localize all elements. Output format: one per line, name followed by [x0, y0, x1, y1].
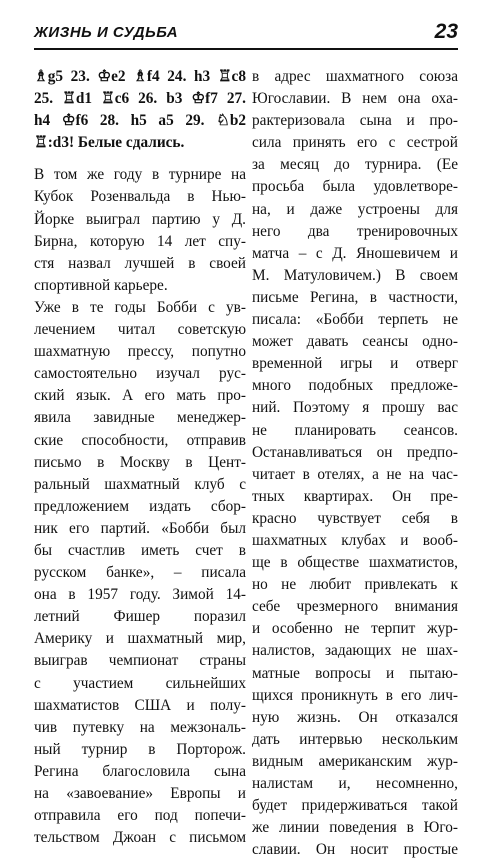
text-line: шахматистов США и полу- [34, 696, 246, 714]
text-line: писала: «Бобби терпеть не [252, 311, 458, 329]
text-line: Останавливаться он предпо- [252, 443, 458, 461]
text-line: с участием сильнейших [34, 674, 246, 692]
text-line: тельством Джоан с письмом [34, 829, 246, 847]
text-line: лечением читал советскую [34, 321, 246, 339]
text-line: ские способности, отправив [34, 431, 246, 449]
text-line: чив путевку на межзональ- [34, 718, 246, 736]
text-line: стя назвал лучшей в своей [34, 254, 246, 272]
page-header [34, 20, 458, 50]
paragraph-1 [34, 164, 246, 297]
text-line: но не любит привлекать к [252, 576, 458, 594]
text-line: видным американским жур- [252, 752, 458, 770]
text-line: Америку и шахматный мир, [34, 630, 246, 648]
moves-line: h4 ♔f6 28. h5 a5 29. ♘b2 [34, 112, 246, 130]
text-line: налистов, задающих не шах- [252, 642, 458, 660]
text-line: дать интервью нескольким [252, 730, 458, 748]
text-line: на, и даже устроены для [252, 200, 458, 218]
text-line: ный турнир в Порторож. [34, 740, 246, 758]
text-line: временной игры и отверг [252, 355, 458, 373]
text-line: просьба была удовлетворе- [252, 178, 458, 196]
text-line: славии. Он носит простые [252, 841, 458, 859]
moves-line: ♗g5 23. ♔e2 ♗f4 24. h3 ♖c8 [34, 68, 246, 85]
text-line: щихся проникнуть в его лич- [252, 686, 458, 704]
text-line: рактеризовала сына и про- [252, 112, 458, 130]
text-line: шахматную прессу, попутно [34, 343, 246, 361]
chess-moves [34, 66, 246, 154]
page-number: 23 [434, 20, 458, 43]
text-line: ную жизнь. Он отказался [252, 708, 458, 726]
text-line: красно чувствует себя в [252, 509, 458, 527]
text-line: за месяц до турнира. (Ее [252, 156, 458, 174]
text-line: и особенно не терпит жур- [252, 620, 458, 638]
text-line: в адрес шахматного союза [252, 68, 458, 85]
left-column [34, 66, 246, 849]
text-line: спортивной карьере. [34, 276, 168, 294]
text-line: ний. Поэтому я прошу вас [252, 399, 458, 417]
text-line: Регина благословила сына [34, 762, 246, 780]
text-line: явила завидные менеджер- [34, 409, 246, 427]
text-line: читает в отелях, а не на час- [252, 465, 458, 483]
text-line: ник его партий. «Бобби был [34, 519, 246, 537]
running-head: ЖИЗНЬ И СУДЬБА [34, 24, 179, 41]
text-line: Йорке выиграл партию у Д. [34, 210, 246, 228]
text-line: ще в обществе шахматистов, [252, 554, 458, 572]
text-line: самостоятельно изучал рус- [34, 365, 246, 383]
moves-line: 25. ♖d1 ♖c6 26. b3 ♔f7 27. [34, 90, 246, 108]
text-line: Югославии. В нем она оха- [252, 90, 458, 108]
text-line: может давать сеансы одно- [252, 333, 458, 351]
text-line: матча – с Д. Яношевичем и [252, 244, 458, 262]
text-line: она в 1957 году. Зимой 14- [34, 586, 246, 604]
text-line: предложением издать сбор- [34, 497, 246, 515]
text-line: М. Матуловичем.) В своем [252, 266, 458, 284]
paragraph-2 [34, 297, 246, 849]
text-line: выиграв чемпионат страны [34, 652, 246, 670]
text-line: Уже в те годы Бобби с ув- [34, 298, 246, 316]
text-line: сила принять его с сестрой [252, 134, 458, 152]
moves-line: ♖:d3! Белые сдались. [34, 134, 185, 152]
text-line: ральный шахматный клуб с [34, 475, 246, 493]
text-line: не планировать сеансов. [252, 421, 458, 439]
text-line: много подобных предложе- [252, 377, 458, 395]
text-line: В том же году в турнире на [34, 166, 246, 184]
text-line: Кубок Розенвальда в Нью- [34, 188, 246, 206]
text-line: отправила его под попечи- [34, 807, 246, 825]
text-line: на «завоевание» Европы и [34, 785, 246, 802]
text-line: же линии поведения в Юго- [252, 819, 458, 837]
text-line: письмо в Москву в Цент- [34, 453, 246, 471]
text-line: налистам и, несомненно, [252, 775, 458, 792]
paragraph-gap [34, 154, 246, 164]
text-line: матные вопросы и пытаю- [252, 664, 458, 682]
text-line: себе чрезмерного внимания [252, 598, 458, 616]
text-line: письме Регина, в частности, [252, 288, 458, 306]
text-line: будет придерживаться такой [252, 797, 458, 815]
text-line: тных квартирах. Он пре- [252, 487, 458, 505]
right-column [252, 66, 458, 861]
text-line: него два тренировочных [252, 222, 458, 240]
text-line: русском банке», – писала [34, 564, 246, 582]
text-line: Бирна, которую 14 лет спу- [34, 232, 246, 250]
text-line: летний Фишер поразил [34, 608, 246, 626]
text-line: ский язык. А его мать про- [34, 387, 246, 405]
text-line: шахматных клубах и вооб- [252, 531, 458, 549]
text-line: бы счастлив иметь счет в [34, 541, 246, 559]
